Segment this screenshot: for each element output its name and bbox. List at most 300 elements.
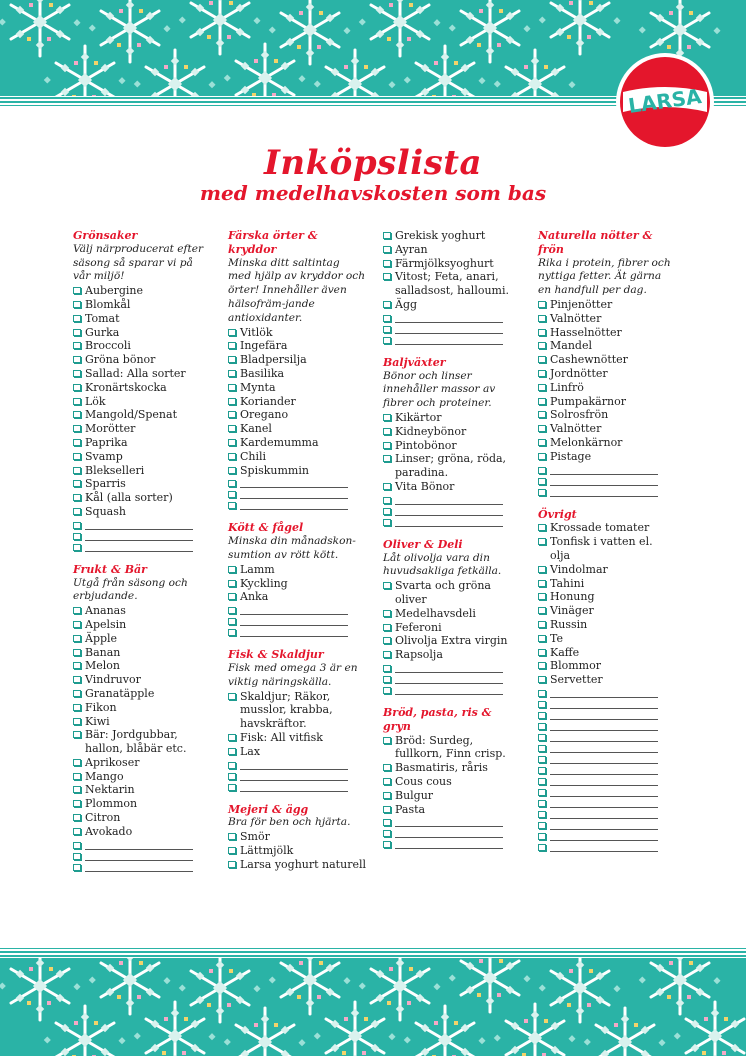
checkbox-icon[interactable] xyxy=(383,778,391,785)
checkbox-icon[interactable] xyxy=(73,718,81,725)
checkbox-icon[interactable] xyxy=(383,792,391,799)
checkbox-icon[interactable] xyxy=(538,712,546,719)
checkbox-icon[interactable] xyxy=(383,301,391,308)
list-item xyxy=(228,830,366,844)
list-item xyxy=(538,381,676,395)
item-label: Aubergine xyxy=(85,284,143,298)
item-label: Valnötter xyxy=(550,311,602,325)
write-in-line[interactable] xyxy=(240,781,348,792)
checkbox-icon[interactable] xyxy=(73,467,81,474)
item-label: Lättmjölk xyxy=(240,843,294,857)
snowflake-pattern-bottom xyxy=(0,958,746,1056)
write-in-line[interactable] xyxy=(550,486,658,497)
write-in-line[interactable] xyxy=(550,841,658,852)
checkbox-icon[interactable] xyxy=(383,442,391,449)
list-item xyxy=(73,408,211,422)
checkbox-icon[interactable] xyxy=(538,662,546,669)
checkbox-icon[interactable] xyxy=(73,508,81,515)
blank-item xyxy=(228,604,366,615)
write-in-line[interactable] xyxy=(240,626,348,637)
item-label: Aprikoser xyxy=(85,755,140,769)
checkbox-icon[interactable] xyxy=(538,439,546,446)
checkbox-icon[interactable] xyxy=(538,453,546,460)
checkbox-icon[interactable] xyxy=(383,337,391,344)
section-fisk xyxy=(228,648,366,791)
checkbox-icon[interactable] xyxy=(538,301,546,308)
checkbox-icon[interactable] xyxy=(73,425,81,432)
item-label: Kål (alla sorter) xyxy=(85,491,173,505)
checkbox-icon[interactable] xyxy=(228,762,236,769)
checkbox-icon[interactable] xyxy=(73,287,81,294)
checkbox-icon[interactable] xyxy=(73,662,81,669)
checkbox-icon[interactable] xyxy=(73,533,81,540)
blank-item xyxy=(383,684,521,695)
checkbox-icon[interactable] xyxy=(73,690,81,697)
checkbox-icon[interactable] xyxy=(73,439,81,446)
checkbox-icon[interactable] xyxy=(73,773,81,780)
checkbox-icon[interactable] xyxy=(228,491,236,498)
write-in-line[interactable] xyxy=(550,720,658,731)
list-item xyxy=(73,604,211,618)
checkbox-icon[interactable] xyxy=(73,411,81,418)
checkbox-icon[interactable] xyxy=(383,737,391,744)
blank-item xyxy=(383,838,521,849)
list-item xyxy=(538,312,676,326)
section-mejeri-cont xyxy=(383,229,521,345)
checkbox-icon[interactable] xyxy=(538,489,546,496)
list-item xyxy=(538,326,676,340)
checkbox-icon[interactable] xyxy=(383,637,391,644)
checkbox-icon[interactable] xyxy=(538,370,546,377)
checkbox-icon[interactable] xyxy=(228,370,236,377)
checkbox-icon[interactable] xyxy=(538,701,546,708)
item-label: Ayran xyxy=(395,242,428,256)
checkbox-icon[interactable] xyxy=(228,425,236,432)
list-item xyxy=(228,690,366,731)
checkbox-icon[interactable] xyxy=(228,734,236,741)
list-item xyxy=(73,770,211,784)
checkbox-icon[interactable] xyxy=(228,453,236,460)
checkbox-icon[interactable] xyxy=(383,841,391,848)
blank-item xyxy=(538,720,676,731)
write-in-line[interactable] xyxy=(395,494,503,505)
checkbox-icon[interactable] xyxy=(228,629,236,636)
item-label: Lök xyxy=(85,394,106,408)
blank-item xyxy=(73,541,211,552)
column-4 xyxy=(538,229,676,863)
write-in-line[interactable] xyxy=(395,838,503,849)
item-label: Ingefära xyxy=(240,339,288,353)
checkbox-icon[interactable] xyxy=(73,786,81,793)
checkbox-icon[interactable] xyxy=(228,480,236,487)
write-in-line[interactable] xyxy=(550,808,658,819)
checkbox-icon[interactable] xyxy=(228,384,236,391)
list-item xyxy=(73,701,211,715)
checkbox-icon[interactable] xyxy=(383,414,391,421)
item-label: Spiskummin xyxy=(240,463,309,477)
write-in-line[interactable] xyxy=(395,334,503,345)
list-item xyxy=(228,436,366,450)
list-item xyxy=(73,326,211,340)
blank-item xyxy=(228,499,366,510)
item-label: Anka xyxy=(240,590,269,604)
checkbox-icon[interactable] xyxy=(73,635,81,642)
checkbox-icon[interactable] xyxy=(538,833,546,840)
checkbox-icon[interactable] xyxy=(538,649,546,656)
checkbox-icon[interactable] xyxy=(73,814,81,821)
section-orter xyxy=(228,229,366,510)
list-item xyxy=(73,491,211,505)
checkbox-icon[interactable] xyxy=(538,723,546,730)
section-note: Fisk med omega 3 är en viktig näringskälla. xyxy=(228,661,358,688)
write-in-line[interactable] xyxy=(240,488,348,499)
checkbox-icon[interactable] xyxy=(538,329,546,336)
checkbox-icon[interactable] xyxy=(228,329,236,336)
checkbox-icon[interactable] xyxy=(383,483,391,490)
checkbox-icon[interactable] xyxy=(383,428,391,435)
item-label: Cashewnötter xyxy=(550,353,628,367)
checkbox-icon[interactable] xyxy=(383,806,391,813)
checkbox-icon[interactable] xyxy=(228,580,236,587)
write-in-line[interactable] xyxy=(395,662,503,673)
checkbox-icon[interactable] xyxy=(538,524,546,531)
checkbox-icon[interactable] xyxy=(538,398,546,405)
list-item xyxy=(538,577,676,591)
blank-item xyxy=(383,312,521,323)
blank-item xyxy=(538,464,676,475)
section-note: Välj närproducerat efter säsong så sparar vi på vår miljö! xyxy=(73,242,204,283)
checkbox-icon[interactable] xyxy=(383,687,391,694)
checkbox-icon[interactable] xyxy=(383,232,391,239)
checkbox-icon[interactable] xyxy=(228,748,236,755)
write-in-line[interactable] xyxy=(395,684,503,695)
checkbox-icon[interactable] xyxy=(73,453,81,460)
checkbox-icon[interactable] xyxy=(383,830,391,837)
write-in-line[interactable] xyxy=(550,731,658,742)
checkbox-icon[interactable] xyxy=(383,519,391,526)
checkbox-icon[interactable] xyxy=(73,329,81,336)
checkbox-icon[interactable] xyxy=(73,621,81,628)
checkbox-icon[interactable] xyxy=(538,593,546,600)
checkbox-icon[interactable] xyxy=(538,676,546,683)
checkbox-icon[interactable] xyxy=(228,847,236,854)
write-in-line[interactable] xyxy=(550,764,658,775)
checkbox-icon[interactable] xyxy=(383,315,391,322)
checkbox-icon[interactable] xyxy=(228,773,236,780)
checkbox-icon[interactable] xyxy=(73,370,81,377)
list-item xyxy=(383,634,521,648)
checkbox-icon[interactable] xyxy=(538,745,546,752)
checkbox-icon[interactable] xyxy=(228,566,236,573)
write-in-line[interactable] xyxy=(85,850,193,861)
checkbox-icon[interactable] xyxy=(73,301,81,308)
blank-item xyxy=(538,841,676,852)
blank-item xyxy=(383,323,521,334)
checkbox-icon[interactable] xyxy=(73,864,81,871)
checkbox-icon[interactable] xyxy=(538,478,546,485)
write-in-line[interactable] xyxy=(550,753,658,764)
blank-item xyxy=(228,759,366,770)
checkbox-icon[interactable] xyxy=(73,342,81,349)
item-label: Grekisk yoghurt xyxy=(395,229,486,242)
item-label: Hasselnötter xyxy=(550,325,622,339)
write-in-line[interactable] xyxy=(550,687,658,698)
checkbox-icon[interactable] xyxy=(228,342,236,349)
item-label: Plommon xyxy=(85,797,138,811)
item-label: Linser; gröna, röda, paradina. xyxy=(395,452,507,480)
item-label: Te xyxy=(550,631,563,645)
checkbox-icon[interactable] xyxy=(538,822,546,829)
list-item xyxy=(73,618,211,632)
checkbox-icon[interactable] xyxy=(73,522,81,529)
checkbox-icon[interactable] xyxy=(228,607,236,614)
write-in-line[interactable] xyxy=(550,698,658,709)
checkbox-icon[interactable] xyxy=(383,819,391,826)
item-label: Pintobönor xyxy=(395,438,457,452)
checkbox-icon[interactable] xyxy=(383,260,391,267)
list-item xyxy=(73,783,211,797)
section-heading: Oliver & Deli xyxy=(383,537,463,551)
item-label: Medelhavsdeli xyxy=(395,606,476,620)
checkbox-icon[interactable] xyxy=(228,439,236,446)
section-heading: Kött & fågel xyxy=(228,521,304,535)
checkbox-icon[interactable] xyxy=(538,621,546,628)
write-in-line[interactable] xyxy=(550,464,658,475)
checkbox-icon[interactable] xyxy=(538,411,546,418)
checkbox-icon[interactable] xyxy=(538,811,546,818)
section-heading: Övrigt xyxy=(538,507,577,521)
checkbox-icon[interactable] xyxy=(228,593,236,600)
write-in-line[interactable] xyxy=(550,742,658,753)
item-label: Morötter xyxy=(85,422,136,436)
blank-item xyxy=(73,530,211,541)
list-item xyxy=(383,579,521,607)
item-label: Kiwi xyxy=(85,714,110,728)
list-item xyxy=(383,257,521,271)
checkbox-icon[interactable] xyxy=(73,842,81,849)
write-in-line[interactable] xyxy=(550,830,658,841)
write-in-line[interactable] xyxy=(395,827,503,838)
blank-item xyxy=(538,709,676,720)
write-in-line[interactable] xyxy=(395,673,503,684)
checkbox-icon[interactable] xyxy=(538,844,546,851)
write-in-line[interactable] xyxy=(395,516,503,527)
checkbox-icon[interactable] xyxy=(383,326,391,333)
checkbox-icon[interactable] xyxy=(228,502,236,509)
checkbox-icon[interactable] xyxy=(73,544,81,551)
checkbox-icon[interactable] xyxy=(538,356,546,363)
column-2 xyxy=(228,229,366,882)
checkbox-icon[interactable] xyxy=(383,624,391,631)
checkbox-icon[interactable] xyxy=(538,342,546,349)
checkbox-icon[interactable] xyxy=(538,580,546,587)
write-in-line[interactable] xyxy=(395,312,503,323)
write-in-line[interactable] xyxy=(85,839,193,850)
checkbox-icon[interactable] xyxy=(73,731,81,738)
write-in-line[interactable] xyxy=(550,786,658,797)
checkbox-icon[interactable] xyxy=(228,356,236,363)
item-label: Basilika xyxy=(240,366,285,380)
checkbox-icon[interactable] xyxy=(73,494,81,501)
list-item xyxy=(538,436,676,450)
item-label: Jordnötter xyxy=(550,366,608,380)
checkbox-icon[interactable] xyxy=(73,607,81,614)
write-in-line[interactable] xyxy=(550,475,658,486)
write-in-line[interactable] xyxy=(240,604,348,615)
item-label: Melon xyxy=(85,659,120,673)
checkbox-icon[interactable] xyxy=(383,610,391,617)
checkbox-icon[interactable] xyxy=(228,693,236,700)
checkbox-icon[interactable] xyxy=(73,676,81,683)
write-in-line[interactable] xyxy=(240,499,348,510)
checkbox-icon[interactable] xyxy=(538,734,546,741)
item-label: Mandel xyxy=(550,339,592,353)
item-label: Ananas xyxy=(85,604,126,618)
checkbox-icon[interactable] xyxy=(228,467,236,474)
item-label: Apelsin xyxy=(85,617,127,631)
checkbox-icon[interactable] xyxy=(538,635,546,642)
blank-item xyxy=(383,827,521,838)
list-item xyxy=(538,673,676,687)
checkbox-icon[interactable] xyxy=(228,411,236,418)
write-in-line[interactable] xyxy=(85,530,193,541)
write-in-line[interactable] xyxy=(240,770,348,781)
blank-item xyxy=(73,519,211,530)
blank-item xyxy=(538,753,676,764)
checkbox-icon[interactable] xyxy=(383,455,391,462)
item-label: Solrosfrön xyxy=(550,408,609,422)
item-label: Honung xyxy=(550,590,595,604)
item-label: Kaffe xyxy=(550,645,580,659)
section-notter xyxy=(538,229,676,497)
item-label: Russin xyxy=(550,617,588,631)
checkbox-icon[interactable] xyxy=(383,651,391,658)
checkbox-icon[interactable] xyxy=(538,566,546,573)
checkbox-icon[interactable] xyxy=(538,756,546,763)
list-item xyxy=(383,775,521,789)
checkbox-icon[interactable] xyxy=(538,778,546,785)
checkbox-icon[interactable] xyxy=(538,538,546,545)
list-item xyxy=(538,395,676,409)
write-in-line[interactable] xyxy=(85,861,193,872)
item-label: Koriander xyxy=(240,394,296,408)
checkbox-icon[interactable] xyxy=(73,828,81,835)
item-label: Vindolmar xyxy=(550,562,608,576)
checkbox-icon[interactable] xyxy=(73,384,81,391)
checkbox-icon[interactable] xyxy=(383,508,391,515)
list-item xyxy=(228,450,366,464)
list-item xyxy=(73,284,211,298)
write-in-line[interactable] xyxy=(550,819,658,830)
checkbox-icon[interactable] xyxy=(538,467,546,474)
list-item xyxy=(538,298,676,312)
checkbox-icon[interactable] xyxy=(383,582,391,589)
section-heading: Baljväxter xyxy=(383,355,446,369)
checkbox-icon[interactable] xyxy=(228,784,236,791)
checkbox-icon[interactable] xyxy=(73,315,81,322)
write-in-line[interactable] xyxy=(550,797,658,808)
list-item xyxy=(228,422,366,436)
checkbox-icon[interactable] xyxy=(383,273,391,280)
list-item xyxy=(228,577,366,591)
checkbox-icon[interactable] xyxy=(383,665,391,672)
checkbox-icon[interactable] xyxy=(383,497,391,504)
item-label: Tahini xyxy=(550,576,585,590)
write-in-line[interactable] xyxy=(85,519,193,530)
list-item xyxy=(228,395,366,409)
checkbox-icon[interactable] xyxy=(538,800,546,807)
blank-item xyxy=(538,786,676,797)
write-in-line[interactable] xyxy=(395,323,503,334)
list-item xyxy=(383,734,521,762)
checkbox-icon[interactable] xyxy=(538,690,546,697)
list-item xyxy=(538,618,676,632)
checkbox-icon[interactable] xyxy=(73,356,81,363)
checkbox-icon[interactable] xyxy=(383,764,391,771)
write-in-line[interactable] xyxy=(550,709,658,720)
write-in-line[interactable] xyxy=(85,541,193,552)
section-ovrigt xyxy=(538,508,676,852)
checkbox-icon[interactable] xyxy=(73,480,81,487)
list-item xyxy=(228,367,366,381)
checkbox-icon[interactable] xyxy=(73,759,81,766)
checkbox-icon[interactable] xyxy=(228,833,236,840)
list-item xyxy=(228,408,366,422)
item-label: Kyckling xyxy=(240,576,288,590)
blank-item xyxy=(538,687,676,698)
list-item xyxy=(538,604,676,618)
write-in-line[interactable] xyxy=(395,505,503,516)
checkbox-icon[interactable] xyxy=(538,384,546,391)
item-label: Pumpakärnor xyxy=(550,394,626,408)
column-1 xyxy=(73,229,211,883)
item-label: Feferoni xyxy=(395,620,442,634)
section-note: Bönor och linser innehåller massor av fibrer och proteiner. xyxy=(383,369,496,410)
checkbox-icon[interactable] xyxy=(73,704,81,711)
list-item xyxy=(73,381,211,395)
list-item xyxy=(228,731,366,745)
item-label: Färmjölksyoghurt xyxy=(395,256,494,270)
page-title: Inköpslista xyxy=(264,143,482,183)
checkbox-icon[interactable] xyxy=(538,315,546,322)
write-in-line[interactable] xyxy=(240,477,348,488)
write-in-line[interactable] xyxy=(240,615,348,626)
list-item xyxy=(73,632,211,646)
checkbox-icon[interactable] xyxy=(538,789,546,796)
write-in-line[interactable] xyxy=(395,816,503,827)
checkbox-icon[interactable] xyxy=(228,861,236,868)
write-in-line[interactable] xyxy=(240,759,348,770)
checkbox-icon[interactable] xyxy=(538,767,546,774)
checkbox-icon[interactable] xyxy=(73,853,81,860)
blank-item xyxy=(383,516,521,527)
checkbox-icon[interactable] xyxy=(228,398,236,405)
checkbox-icon[interactable] xyxy=(73,800,81,807)
column-3 xyxy=(383,229,521,860)
checkbox-icon[interactable] xyxy=(538,425,546,432)
checkbox-icon[interactable] xyxy=(73,398,81,405)
item-label: Vinäger xyxy=(550,604,594,618)
write-in-line[interactable] xyxy=(550,775,658,786)
list-item xyxy=(73,312,211,326)
item-label: Pistage xyxy=(550,449,592,463)
checkbox-icon[interactable] xyxy=(383,676,391,683)
checkbox-icon[interactable] xyxy=(538,607,546,614)
checkbox-icon[interactable] xyxy=(383,246,391,253)
checkbox-icon[interactable] xyxy=(73,649,81,656)
list-item xyxy=(73,450,211,464)
checkbox-icon[interactable] xyxy=(228,618,236,625)
